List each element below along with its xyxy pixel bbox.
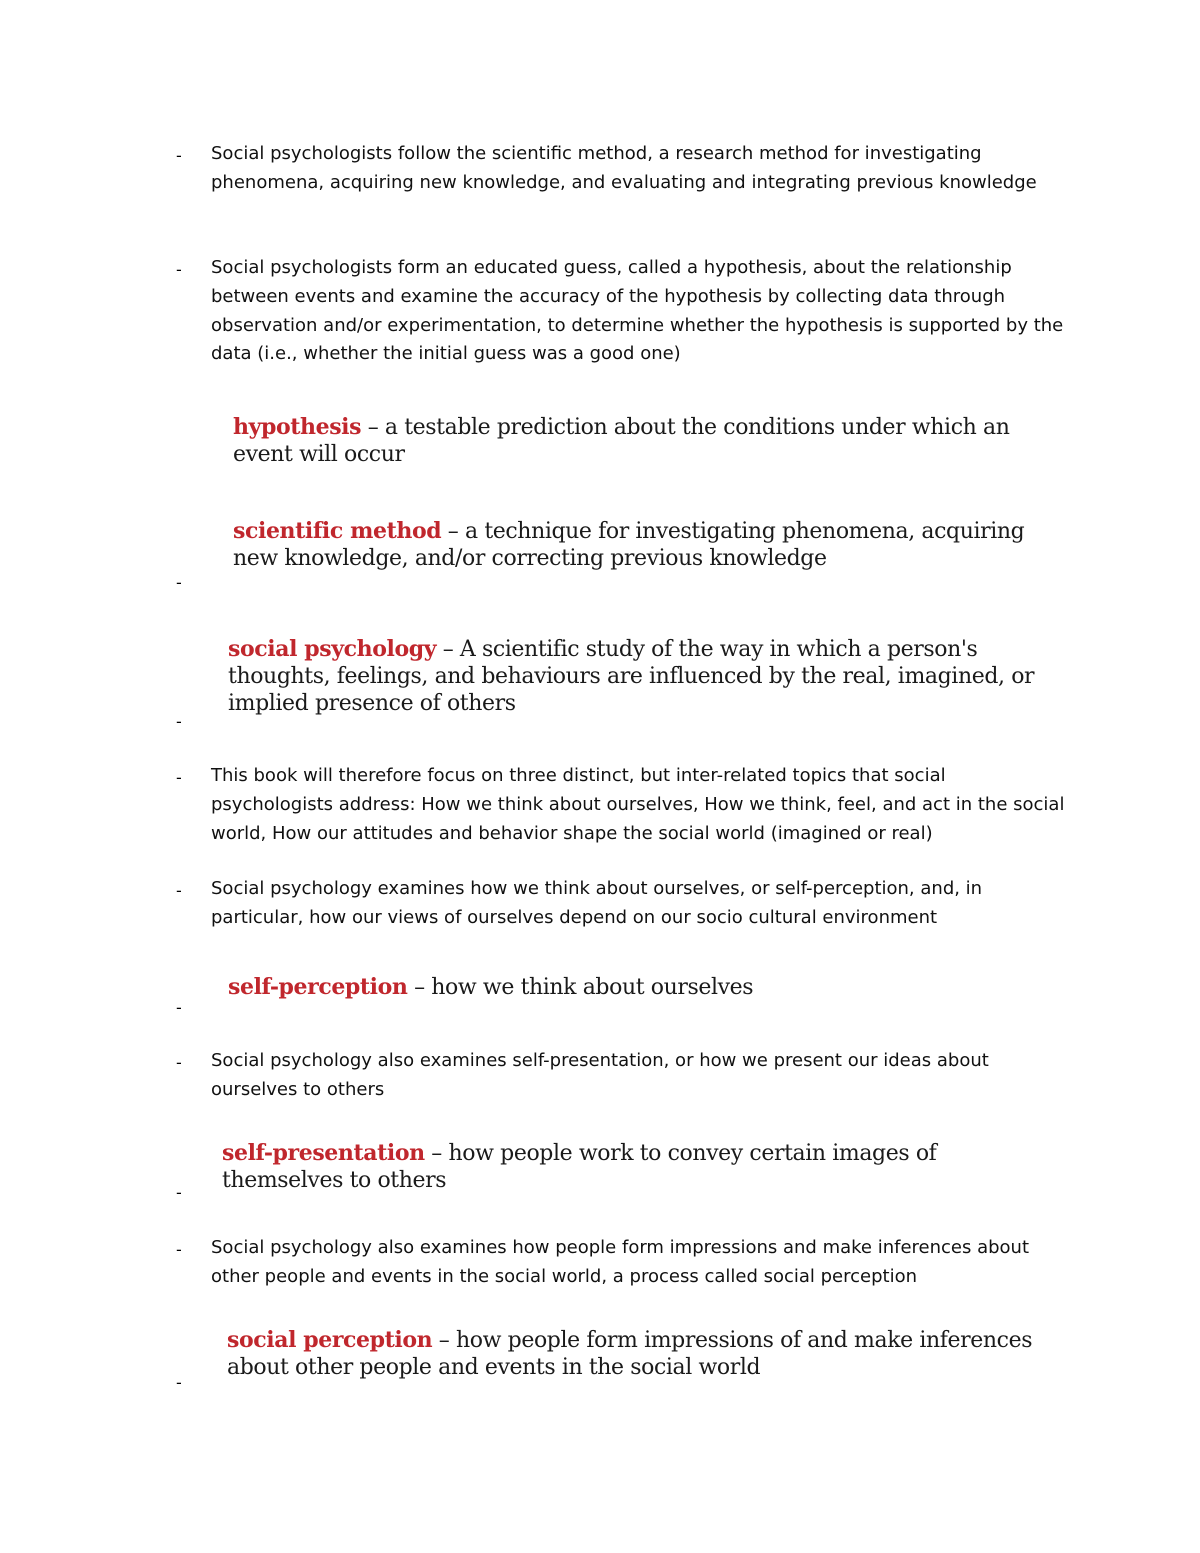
bullet-item: Social psychology also examines self-presentation, or how we present our ideas about ourselves to others — [211, 1050, 989, 1100]
bullet-item: Social psychologists follow the scientific method, a research method for investigating phenomena, acquiring new knowledge, and evaluating and integrating previous knowledge — [211, 143, 1037, 193]
bullet-item: Social psychologists form an educated guess, called a hypothesis, about the relationship between events and examine the accuracy of the hypothesis by collecting data through observation and/or experimentation, to determine whether the hypothesis is supported by the data (i.e., whether the initial guess was a good one) — [211, 257, 1064, 365]
bullet-dash: - — [176, 881, 182, 900]
bullet-dash: - — [176, 712, 182, 731]
definition-term: scientific method — [233, 518, 442, 544]
definition-box — [233, 414, 1033, 468]
definition-box — [228, 974, 1028, 1001]
definition-term: self-perception — [228, 974, 408, 1000]
bullet-dash: - — [176, 1183, 182, 1202]
bullet-dash: - — [176, 768, 182, 787]
definition-box — [233, 518, 1033, 572]
bullet-item: This book will therefore focus on three distinct, but inter-related topics that social psychologists address: How we think about ourselves, How we think, feel, and act in the social world, How our attitudes and behavior shape the social world (imagined or real) — [211, 765, 1065, 844]
definition-text: – A scientific study of the way in which a person's thoughts, feelings, and behaviours are influenced by the real, imagined, or implied presence of others — [228, 637, 1035, 716]
definition-term: social perception — [227, 1327, 433, 1353]
definition-text: – how people form impressions of and make inferences about other people and events in the social world — [227, 1328, 1033, 1380]
bullet-dash: - — [176, 998, 182, 1017]
bullet-dash: - — [176, 1053, 182, 1072]
bullet-dash: - — [176, 1240, 182, 1259]
definition-box — [227, 1327, 1047, 1381]
bullet-dash: - — [176, 1373, 182, 1392]
bullet-dash: - — [176, 260, 182, 279]
definition-term: hypothesis — [233, 414, 362, 440]
definition-box — [228, 636, 1038, 717]
bullet-dash: - — [176, 146, 182, 165]
definition-term: self-presentation — [222, 1140, 425, 1166]
definition-term: social psychology — [228, 636, 437, 662]
bullet-dash: - — [176, 573, 182, 592]
definition-box — [222, 1140, 942, 1194]
bullet-item: Social psychology also examines how people form impressions and make inferences about other people and events in the social world, a process called social perception — [211, 1237, 1030, 1287]
definition-text: – a testable prediction about the conditions under which an event will occur — [233, 415, 1010, 467]
bullet-item: Social psychology examines how we think about ourselves, or self-perception, and, in particular, how our views of ourselves depend on our socio cultural environment — [211, 878, 983, 928]
definition-text: – how people work to convey certain images of themselves to others — [222, 1141, 937, 1193]
definition-text: – how we think about ourselves — [407, 975, 754, 1000]
definition-text: – a technique for investigating phenomena, acquiring new knowledge, and/or correcting previous knowledge — [233, 519, 1025, 571]
